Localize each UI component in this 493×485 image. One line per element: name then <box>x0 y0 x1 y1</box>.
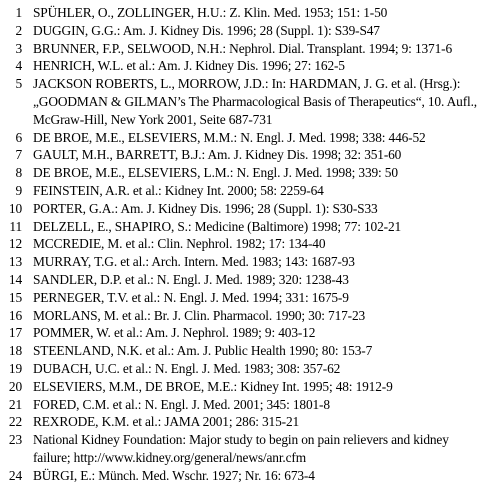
reference-item <box>0 40 493 58</box>
reference-item <box>0 4 493 22</box>
reference-item <box>0 164 493 182</box>
reference-text: FEINSTEIN, A.R. et al.: Kidney Int. 2000; 58: 2259-64 <box>33 182 324 198</box>
reference-item <box>0 182 493 200</box>
reference-number: 21 <box>8 396 22 412</box>
reference-list <box>0 4 493 485</box>
reference-number: 4 <box>15 58 22 74</box>
reference-item <box>0 360 493 378</box>
reference-number: 14 <box>8 271 22 287</box>
reference-text: POMMER, W. et al.: Am. J. Nephrol. 1989; 9: 403-12 <box>33 325 316 341</box>
reference-number: 9 <box>15 182 22 198</box>
reference-number: 11 <box>9 218 22 234</box>
reference-number: 10 <box>8 200 22 216</box>
reference-item <box>0 413 493 431</box>
reference-number: 5 <box>15 76 22 92</box>
reference-item <box>0 307 493 325</box>
reference-text: BÜRGI, E.: Münch. Med. Wschr. 1927; Nr. 16: 673-4 <box>33 467 315 483</box>
reference-number: 24 <box>8 467 22 483</box>
reference-number: 2 <box>15 22 22 38</box>
reference-text: ELSEVIERS, M.M., DE BROE, M.E.: Kidney Int. 1995; 48: 1912-9 <box>33 378 393 394</box>
reference-item <box>0 146 493 164</box>
reference-text: SPÜHLER, O., ZOLLINGER, H.U.: Z. Klin. Med. 1953; 151: 1-50 <box>33 5 388 20</box>
reference-number: 7 <box>15 147 22 163</box>
reference-item <box>0 289 493 307</box>
reference-item <box>0 75 493 128</box>
reference-text: DUGGIN, G.G.: Am. J. Kidney Dis. 1996; 28 (Suppl. 1): S39-S47 <box>33 22 380 38</box>
reference-number: 16 <box>8 307 22 323</box>
reference-text: REXRODE, K.M. et al.: JAMA 2001; 286: 315-21 <box>33 414 300 430</box>
reference-text: MCCREDIE, M. et al.: Clin. Nephrol. 1982; 17: 134-40 <box>33 236 326 252</box>
reference-item <box>0 467 493 485</box>
reference-item <box>0 22 493 40</box>
reference-item <box>0 324 493 342</box>
reference-number: 6 <box>15 129 22 145</box>
reference-text: PERNEGER, T.V. et al.: N. Engl. J. Med. 1994; 331: 1675-9 <box>33 289 349 305</box>
reference-item <box>0 218 493 236</box>
reference-number: 12 <box>8 236 22 252</box>
reference-item <box>0 200 493 218</box>
reference-item <box>0 57 493 75</box>
reference-text: SANDLER, D.P. et al.: N. Engl. J. Med. 1989; 320: 1238-43 <box>33 271 349 287</box>
reference-number: 13 <box>8 254 22 270</box>
reference-text: GAULT, M.H., BARRETT, B.J.: Am. J. Kidney Dis. 1998; 32: 351-60 <box>33 147 402 163</box>
reference-item <box>0 396 493 414</box>
reference-number: 8 <box>15 165 22 181</box>
reference-item <box>0 253 493 271</box>
reference-number: 15 <box>8 289 22 305</box>
reference-item <box>0 342 493 360</box>
reference-text: DELZELL, E., SHAPIRO, S.: Medicine (Baltimore) 1998; 77: 102-21 <box>33 218 402 234</box>
reference-text: DE BROE, M.E., ELSEVIERS, L.M.: N. Engl. J. Med. 1998; 339: 50 <box>33 165 398 181</box>
reference-text: DUBACH, U.C. et al.: N. Engl. J. Med. 1983; 308: 357-62 <box>33 360 341 376</box>
reference-number: 22 <box>8 414 22 430</box>
reference-number: 18 <box>8 343 22 359</box>
reference-text: JACKSON ROBERTS, L., MORROW, J.D.: In: HARDMAN, J. G. et al. (Hrsg.): „GOODMAN & GILMAN’s The Pharmacological Basis of Therapeutics“, 10. Aufl., McGraw-Hill, New York 2001, Seite 687-731 <box>33 76 477 127</box>
reference-number: 23 <box>8 432 22 448</box>
reference-text: PORTER, G.A.: Am. J. Kidney Dis. 1996; 28 (Suppl. 1): S30-S33 <box>33 200 378 216</box>
reference-text: FORED, C.M. et al.: N. Engl. J. Med. 2001; 345: 1801-8 <box>33 396 330 412</box>
reference-text: MORLANS, M. et al.: Br. J. Clin. Pharmacol. 1990; 30: 717-23 <box>33 307 366 323</box>
reference-text: BRUNNER, F.P., SELWOOD, N.H.: Nephrol. Dial. Transplant. 1994; 9: 1371-6 <box>33 40 452 56</box>
reference-number: 20 <box>8 378 22 394</box>
reference-number: 1 <box>15 5 22 20</box>
reference-item <box>0 235 493 253</box>
reference-text: National Kidney Foundation: Major study to begin on pain relievers and kidney failure; http://www.kidney.org/general/news/anr.cfm <box>33 432 449 465</box>
reference-item <box>0 431 493 467</box>
reference-item <box>0 129 493 147</box>
reference-text: MURRAY, T.G. et al.: Arch. Intern. Med. 1983; 143: 1687-93 <box>33 254 355 270</box>
reference-item <box>0 378 493 396</box>
reference-text: STEENLAND, N.K. et al.: Am. J. Public Health 1990; 80: 153-7 <box>33 343 373 359</box>
reference-number: 17 <box>8 325 22 341</box>
reference-item <box>0 271 493 289</box>
reference-number: 3 <box>15 40 22 56</box>
reference-number: 19 <box>8 360 22 376</box>
reference-text: HENRICH, W.L. et al.: Am. J. Kidney Dis. 1996; 27: 162-5 <box>33 58 345 74</box>
reference-text: DE BROE, M.E., ELSEVIERS, M.M.: N. Engl. J. Med. 1998; 338: 446-52 <box>33 129 426 145</box>
